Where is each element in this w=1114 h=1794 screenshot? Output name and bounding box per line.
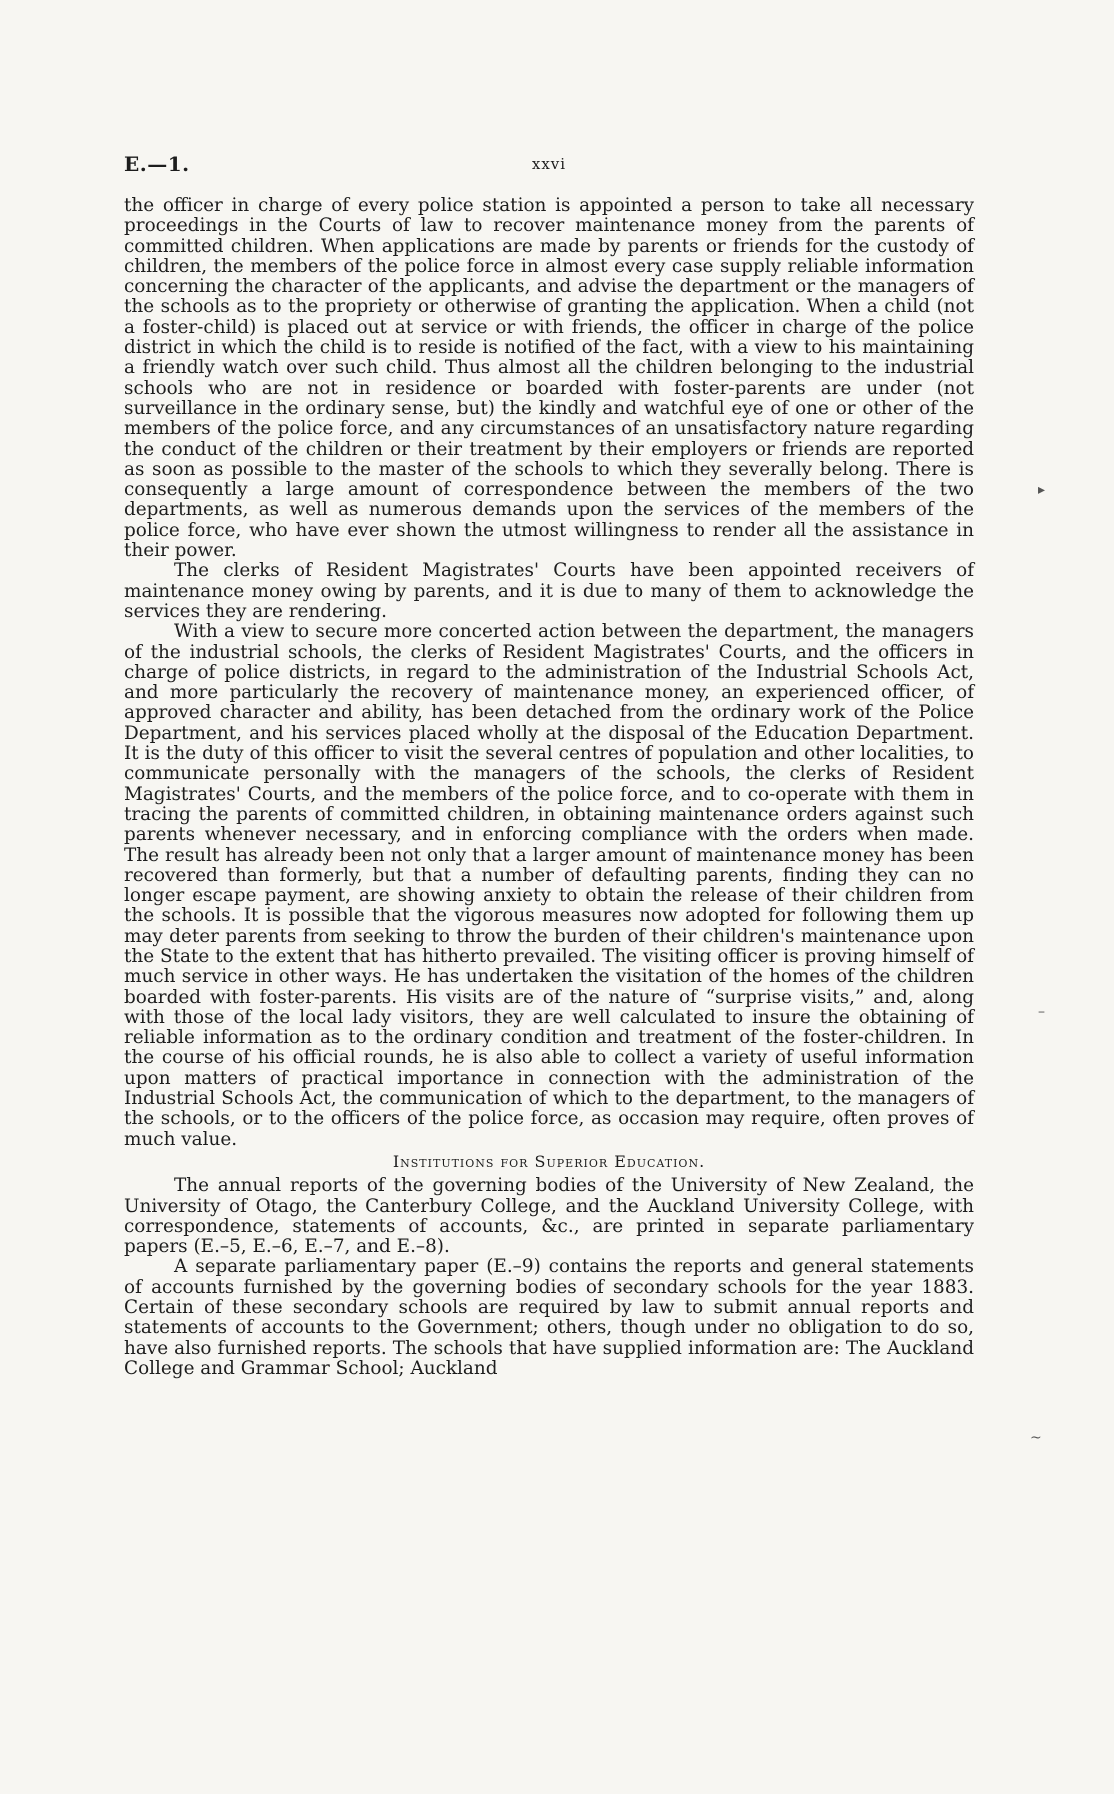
- page-header: [124, 152, 974, 182]
- paragraph: A separate parliamentary paper (E.–9) contains the reports and general statements of accounts furnished by the governing bodies of secondary schools for the year 1883. Certain of these secondary schools are required by law to submit annual reports and statements of accounts to the Government; others, though under no obligation to do so, have also furnished reports. The schools that have supplied information are: The Auckland College and Grammar School; Auckland: [124, 1256, 974, 1379]
- paragraph: With a view to secure more concerted action between the department, the managers of the industrial schools, the clerks of Resident Magistrates' Courts, and the officers in charge of police districts, in regard to the administration of the Industrial Schools Act, and more particularly the recovery of maintenance money, an experienced officer, of approved character and ability, has been detached from the ordinary work of the Police Department, and his services placed wholly at the disposal of the Education Department. It is the duty of this officer to visit the several centres of population and other localities, to communicate personally with the managers of the schools, the clerks of Resident Magistrates' Courts, and the members of the police force, and to co-operate with them in tracing the parents of committed children, in obtaining maintenance orders against such parents whenever necessary, and in enforcing compliance with the orders when made. The result has already been not only that a larger amount of maintenance money has been recovered than formerly, but that a number of defaulting parents, finding they can no longer escape payment, are showing anxiety to obtain the release of their children from the schools. It is possible that the vigorous measures now adopted for following them up may deter parents from seeking to throw the burden of their children's maintenance upon the State to the extent that has hitherto prevailed. The visiting officer is proving himself of much service in other ways. He has undertaken the visitation of the homes of the children boarded with foster-parents. His visits are of the nature of “surprise visits,” and, along with those of the local lady visitors, they are well calculated to insure the obtaining of reliable information as to the ordinary condition and treatment of the foster-children. In the course of his official rounds, he is also able to collect a variety of useful information upon matters of practical importance in connection with the administration of the Industrial Schools Act, the communication of which to the department, to the managers of the schools, or to the officers of the police force, as occasion may require, often proves of much value.: [124, 621, 974, 1150]
- document-id: E.—1.: [124, 152, 190, 176]
- body-text: [124, 196, 974, 1379]
- paragraph: The annual reports of the governing bodies of the University of New Zealand, the University of Otago, the Canterbury College, and the Auckland University College, with correspondence, statements of accounts, &c., are printed in separate parliamentary papers (E.–5, E.–6, E.–7, and E.–8).: [124, 1175, 974, 1258]
- margin-mark-icon: ▸: [1038, 482, 1046, 498]
- section-heading: Institutions for Superior Education.: [392, 1151, 706, 1171]
- paragraph: the officer in charge of every police station is appointed a person to take all necessary proceedings in the Courts of law to recover maintenance money from the parents of committed children. When applications are made by parents or friends for the custody of children, the members of the police force in almost every case supply reliable information concerning the character of the applicants, and advise the department or the managers of the schools as to the propriety or otherwise of granting the application. When a child (not a foster-child) is placed out at service or with friends, the officer in charge of the police district in which the child is to reside is notified of the fact, with a view to his maintaining a friendly watch over such child. Thus almost all the children belonging to the industrial schools who are not in residence or boarded with foster-parents are under (not surveillance in the ordinary sense, but) the kindly and watchful eye of one or other of the members of the police force, and any circumstances of an unsatisfactory nature regarding the conduct of the children or their treatment by their employers or friends are reported as soon as possible to the master of the schools to which they severally belong. There is consequently a large amount of correspondence between the members of the two departments, as well as numerous demands upon the services of the members of the police force, who have ever shown the utmost willingness to render all the assistance in their power.: [124, 195, 974, 562]
- margin-mark-icon: –: [1038, 1004, 1045, 1020]
- margin-mark-icon: ~: [1030, 1430, 1042, 1446]
- page-number: xxvi: [531, 155, 567, 173]
- paragraph: The clerks of Resident Magistrates' Courts have been appointed receivers of maintenance money owing by parents, and it is due to many of them to acknowledge the services they are rendering.: [124, 560, 974, 622]
